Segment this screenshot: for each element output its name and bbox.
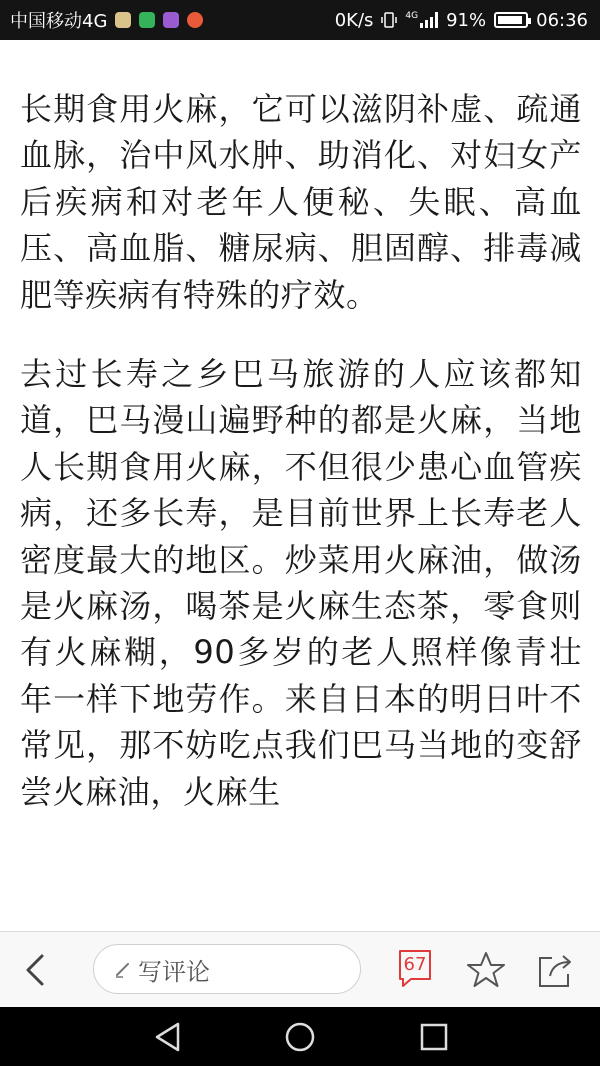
status-bar <box>0 0 600 40</box>
vibrate-icon <box>381 11 397 29</box>
system-nav-bar <box>0 1007 600 1066</box>
comment-placeholder: 写评论 <box>138 957 210 986</box>
article-paragraph-2: 去过长寿之乡巴马旅游的人应该都知道，巴马漫山遍野种的都是火麻，当地人长期食用火麻，不但很少患心血管疾病，还多长寿，是目前世界上长寿老人密度最大的地区。炒菜用火麻油，做汤是火麻汤，喝茶是火麻生态茶，零食则有火麻糊，90多岁的老人照样像青壮年一样下地劳作。来自日本的明日叶不常见，那不妨吃点我们巴马当地的变舒尝火麻油，火麻生 <box>20 355 582 811</box>
back-arrow-icon[interactable] <box>18 950 54 990</box>
bottom-toolbar <box>0 931 600 1007</box>
nav-home-icon[interactable] <box>284 1021 316 1053</box>
battery-percent: 91% <box>446 9 487 31</box>
network-speed: 0K/s <box>334 9 374 31</box>
comment-input[interactable] <box>93 944 361 994</box>
article-body <box>20 86 582 931</box>
clock: 06:36 <box>536 9 588 31</box>
carrier-label: 中国移动4G <box>10 11 108 32</box>
pen-icon <box>114 960 132 978</box>
network-type-label: 4G <box>405 11 419 21</box>
share-icon[interactable] <box>536 950 576 990</box>
app-notification-icon <box>187 12 203 28</box>
app-notification-icon <box>115 12 131 28</box>
comment-count: 67 <box>403 954 427 975</box>
nav-recents-icon[interactable] <box>418 1021 450 1053</box>
battery-icon <box>494 12 528 28</box>
article-paragraph-1: 长期食用火麻，它可以滋阴补虚、疏通血脉，治中风水肿、助消化、对妇女产后疾病和对老年人便秘、失眠、高血压、高血脂、糖尿病、胆固醇、排毒减肥等疾病有特殊的疗效。 <box>20 90 582 314</box>
app-notification-icon <box>139 12 155 28</box>
star-icon[interactable] <box>466 950 506 990</box>
signal-icon <box>420 12 438 28</box>
app-notification-icon <box>163 12 179 28</box>
nav-back-icon[interactable] <box>152 1021 184 1053</box>
